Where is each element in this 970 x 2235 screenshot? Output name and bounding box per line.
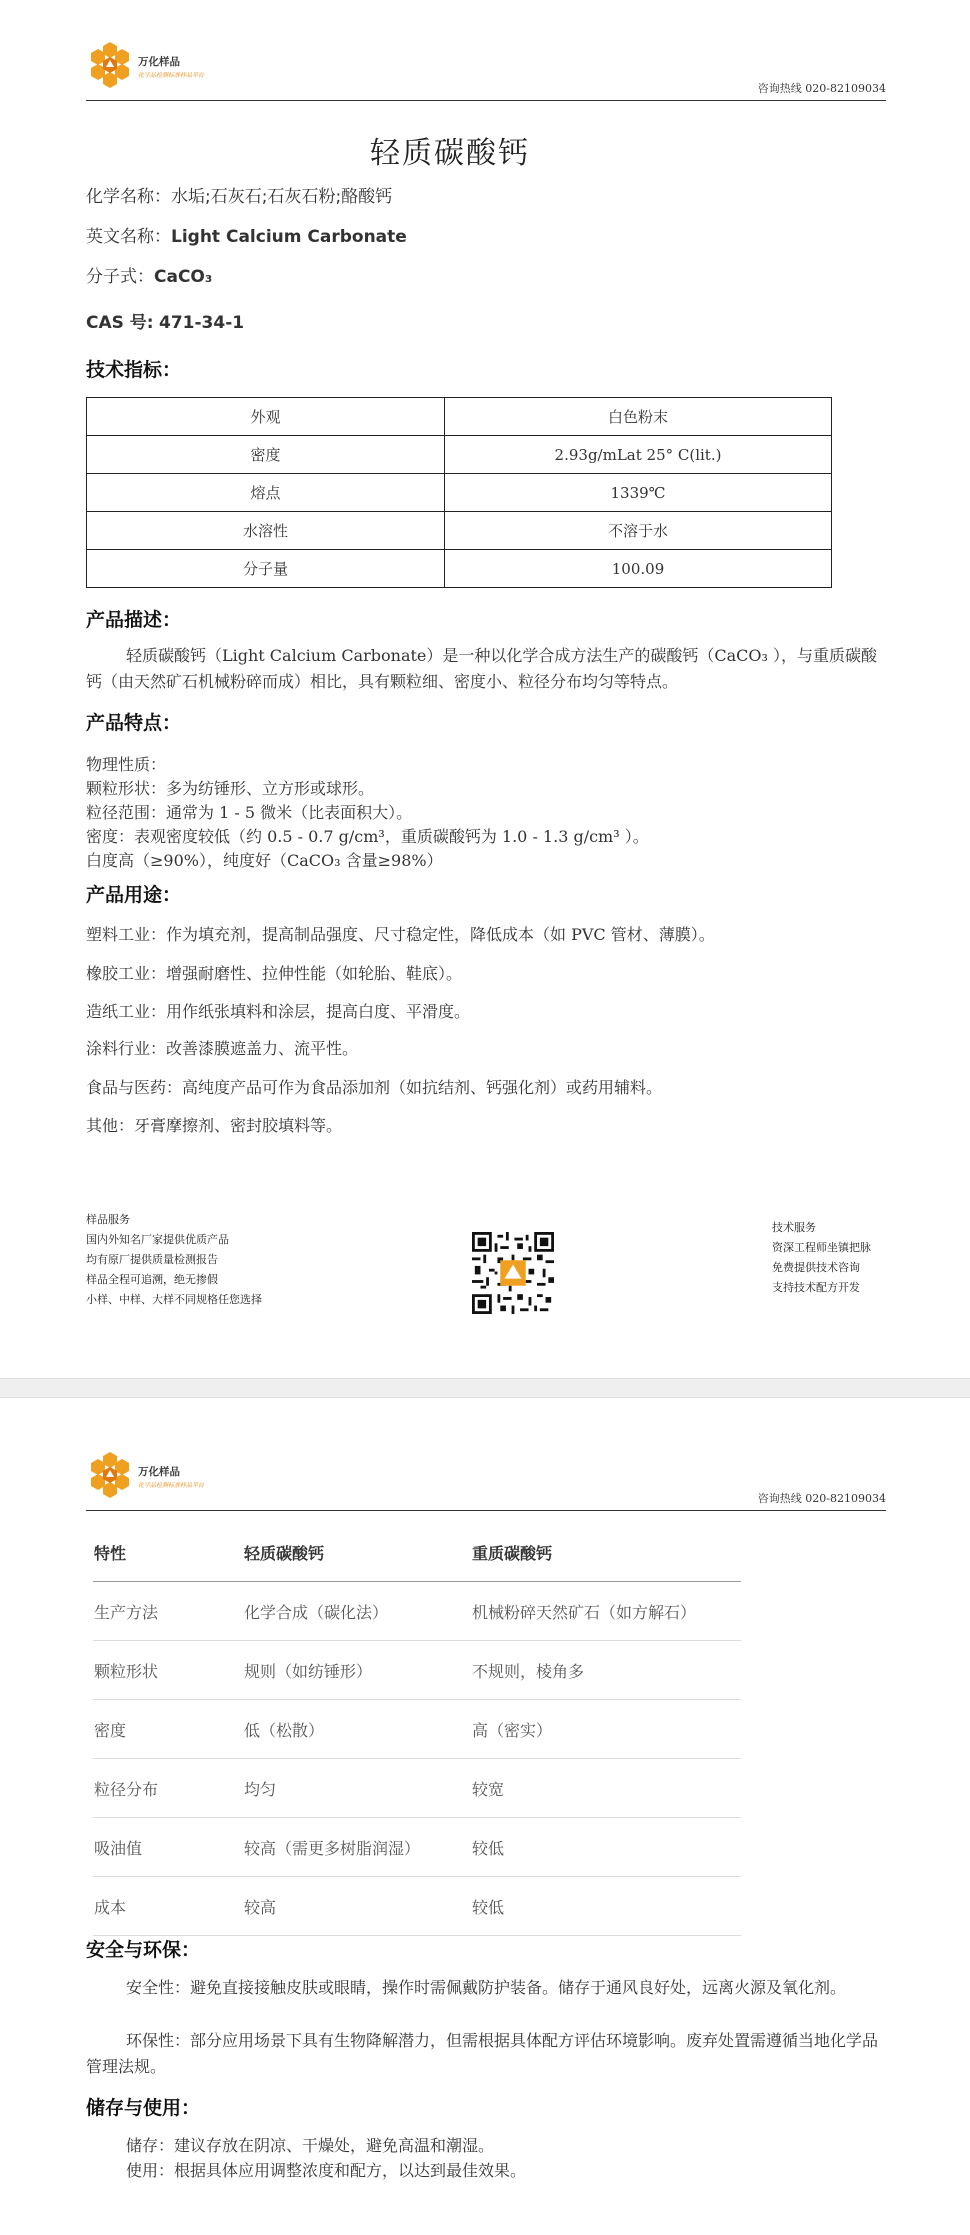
use-line: 食品与医药：高纯度产品可作为食品添加剂（如抗结剂、钙强化剂）或药用辅料。 — [86, 1078, 663, 1097]
spec-table — [86, 397, 832, 588]
description-text: 轻质碳酸钙（Light Calcium Carbonate）是一种以化学合成方法生产的碳酸钙（CaCO₃ ），与重质碳酸钙（由天然矿石机械粉碎而成）相比，具有颗粒细、密度小、粒径分布均匀等特点。 — [86, 646, 878, 691]
page-header — [86, 38, 886, 101]
table-row: 吸油值 较高（需更多树脂润湿） 较低 — [93, 1818, 741, 1877]
brand-name: 万化样品 — [138, 1466, 180, 1478]
sample-service: 样品服务 国内外知名厂家提供优质产品 均有原厂提供质量检测报告 样品全程可追溯，绝无掺假 小样、中样、大样不同规格任您选择 — [86, 1213, 262, 1306]
table-row: 粒径分布 均匀 较宽 — [93, 1759, 741, 1818]
use-line: 橡胶工业：增强耐磨性、拉伸性能（如轮胎、鞋底）。 — [86, 964, 463, 983]
chemical-name: 化学名称：水垢;石灰石;石灰石粉;酪酸钙 — [86, 187, 393, 207]
usage-line: 使用：根据具体应用调整浓度和配方，以达到最佳效果。 — [126, 2161, 527, 2180]
feature-line: 白度高（≥90%），纯度好（CaCO₃ 含量≥98%） — [86, 851, 443, 870]
table-row: 密度 2.93g/mLat 25° C(lit.) — [87, 436, 832, 474]
description-heading: 产品描述： — [86, 609, 182, 631]
feature-line: 粒径范围：通常为 1 - 5 微米（比表面积大）。 — [86, 803, 413, 822]
brand-name: 万化样品 — [138, 56, 180, 68]
spec-heading: 技术指标： — [86, 359, 182, 381]
hotline: 咨询热线 020-82109034 — [757, 1492, 886, 1505]
environment-text: 环保性：部分应用场景下具有生物降解潜力，但需根据具体配方评估环境影响。废弃处置需遵循当地化学品管理法规。 — [86, 2031, 879, 2076]
table-header-row: 特性 轻质碳酸钙 重质碳酸钙 — [93, 1523, 741, 1582]
storage-heading: 储存与使用： — [86, 2097, 201, 2119]
uses-heading: 产品用途： — [86, 884, 182, 906]
table-row: 水溶性 不溶于水 — [87, 512, 832, 550]
cas-number: CAS 号: 471-34-1 — [86, 313, 245, 333]
qr-code-icon — [472, 1232, 554, 1314]
table-row: 熔点 1339℃ — [87, 474, 832, 512]
comparison-table — [93, 1523, 741, 1936]
safety-text: 安全性：避免直接接触皮肤或眼睛，操作时需佩戴防护装备。储存于通风良好处，远离火源及氧化剂。 — [126, 1978, 847, 1997]
document-title: 轻质碳酸钙 — [370, 136, 530, 171]
use-line: 涂料行业：改善漆膜遮盖力、流平性。 — [86, 1039, 359, 1058]
tech-service: 技术服务 资深工程师坐镇把脉 免费提供技术咨询 支持技术配方开发 — [772, 1221, 871, 1294]
table-row: 成本 较高 较低 — [93, 1877, 741, 1936]
feature-line: 颗粒形状：多为纺锤形、立方形或球形。 — [86, 779, 375, 798]
page-header — [86, 1448, 886, 1511]
brand-slogan: 化学品检测标准样品平台 — [138, 1482, 205, 1489]
table-row: 密度 低（松散） 高（密实） — [93, 1700, 741, 1759]
use-line: 塑料工业：作为填充剂，提高制品强度、尺寸稳定性，降低成本（如 PVC 管材、薄膜）。 — [86, 925, 715, 944]
use-line: 其他：牙膏摩擦剂、密封胶填料等。 — [86, 1116, 343, 1135]
features-heading: 产品特点： — [86, 712, 182, 734]
feature-line: 密度：表观密度较低（约 0.5 - 0.7 g/cm³，重质碳酸钙为 1.0 - 1.3 g/cm³ ）。 — [86, 827, 649, 846]
molecular-formula: 分子式：CaCO₃ — [86, 267, 213, 287]
table-row: 分子量 100.09 — [87, 550, 832, 588]
page-separator — [0, 1378, 970, 1398]
use-line: 造纸工业：用作纸张填料和涂层，提高白度、平滑度。 — [86, 1002, 471, 1021]
table-row: 颗粒形状 规则（如纺锤形） 不规则，棱角多 — [93, 1641, 741, 1700]
storage-line: 储存：建议存放在阴凉、干燥处，避免高温和潮湿。 — [126, 2136, 495, 2155]
table-row: 外观 白色粉末 — [87, 398, 832, 436]
brand-slogan: 化学品检测标准样品平台 — [138, 72, 205, 79]
hotline: 咨询热线 020-82109034 — [757, 82, 886, 95]
feature-line: 物理性质： — [86, 755, 167, 774]
english-name: 英文名称：Light Calcium Carbonate — [86, 227, 407, 247]
table-row: 生产方法 化学合成（碳化法） 机械粉碎天然矿石（如方解石） — [93, 1582, 741, 1641]
safety-heading: 安全与环保： — [86, 1939, 201, 1961]
